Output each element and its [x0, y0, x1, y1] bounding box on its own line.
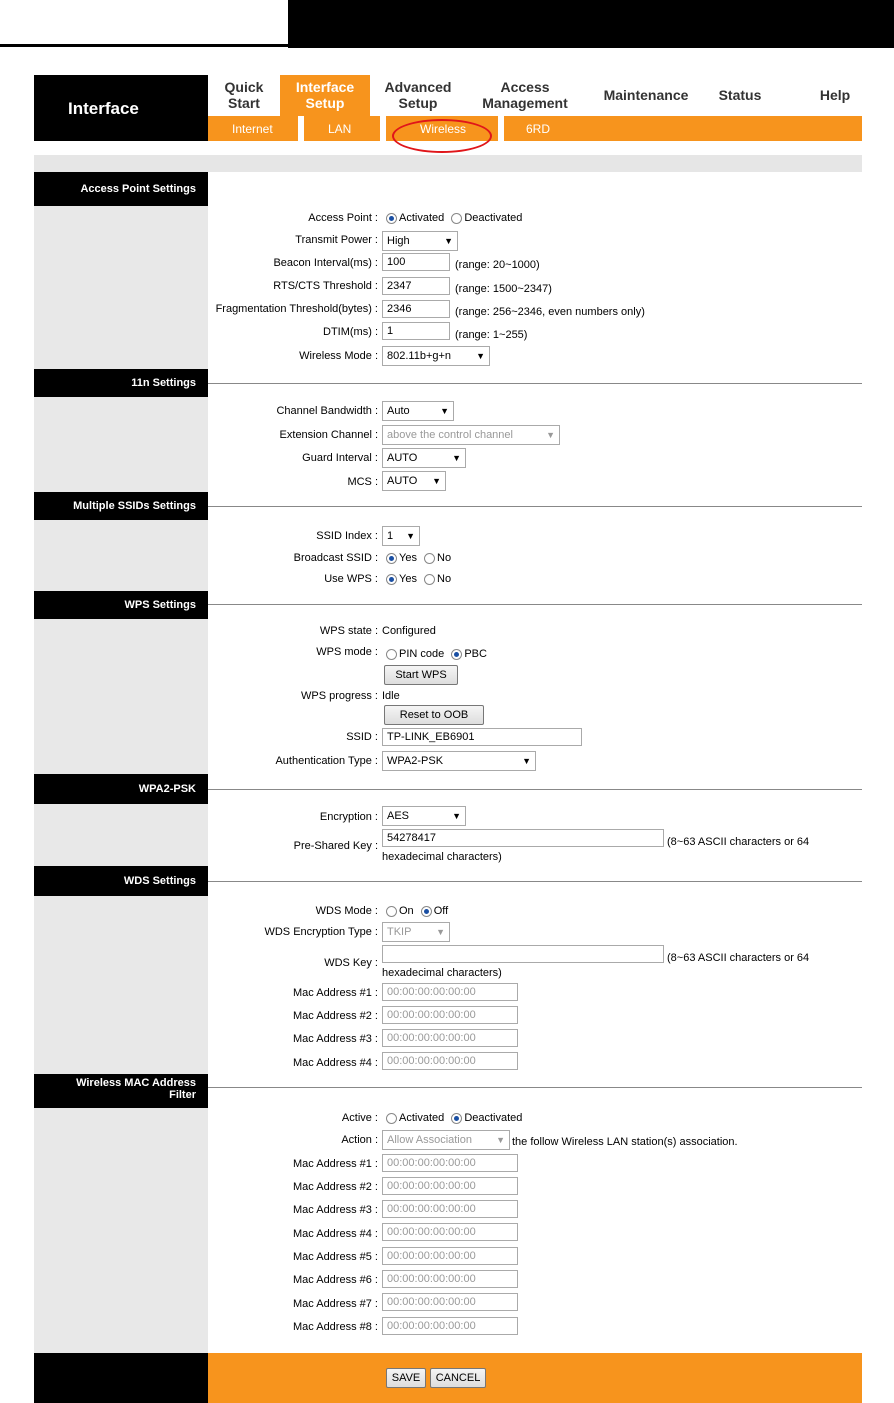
access-point-radios [382, 212, 522, 224]
save-button[interactable]: SAVE [386, 1368, 426, 1388]
chevron-down-icon: ▼ [546, 430, 555, 440]
sub-nav [208, 116, 862, 141]
section-mac-filter [34, 1074, 208, 1108]
mac-action-value: Allow Association [387, 1134, 472, 1146]
wireless-mode-value: 802.11b+g+n [387, 350, 452, 362]
bandwidth-select[interactable] [382, 401, 454, 421]
divider [208, 789, 862, 790]
wds-mac4-label: Mac Address #4 : [293, 1057, 378, 1069]
mac-action-suffix: the follow Wireless LAN station(s) association. [512, 1136, 738, 1148]
subnav-internet[interactable]: Internet [232, 122, 273, 136]
nav-quick-start[interactable] [212, 79, 276, 111]
footer-bar [208, 1353, 862, 1403]
radio-mac-deactivated[interactable] [451, 1113, 462, 1124]
nav-help[interactable] [808, 87, 862, 103]
nav-maintenance[interactable] [600, 87, 692, 103]
footer-left [34, 1353, 208, 1403]
divider [208, 604, 862, 605]
section-wpa2-title: WPA2-PSK [138, 783, 196, 795]
dtim-input[interactable] [382, 322, 450, 340]
wps-mode-label: WPS mode : [316, 646, 378, 658]
wds-mac1-input[interactable] [382, 983, 518, 1001]
mac6-label: Mac Address #6 : [293, 1274, 378, 1286]
nav-access-management[interactable] [476, 79, 574, 111]
guard-interval-select[interactable] [382, 448, 466, 468]
ssid-index-select[interactable] [382, 526, 420, 546]
radio-pbc[interactable] [451, 649, 462, 660]
wps-progress-value: Idle [382, 690, 400, 702]
mac8-label: Mac Address #8 : [293, 1321, 378, 1333]
nav-help-label: Help [819, 87, 851, 103]
wds-mode-radios [382, 905, 448, 917]
extension-label: Extension Channel : [279, 429, 378, 441]
chevron-down-icon: ▼ [476, 351, 485, 361]
subnav-6rd[interactable]: 6RD [526, 122, 551, 136]
wds-mac3-label: Mac Address #3 : [293, 1033, 378, 1045]
mac2-label: Mac Address #2 : [293, 1181, 378, 1193]
mac3-input[interactable] [382, 1200, 518, 1218]
radio-wds-on-label: On [399, 905, 414, 917]
radio-wps-no-label: No [437, 573, 452, 585]
chevron-down-icon: ▼ [522, 756, 531, 766]
chevron-down-icon: ▼ [496, 1135, 505, 1145]
reset-oob-button[interactable]: Reset to OOB [384, 705, 484, 725]
section-11n [34, 369, 208, 397]
mac6-input[interactable] [382, 1270, 518, 1288]
radio-pbc-label: PBC [464, 648, 487, 660]
divider [208, 1087, 862, 1088]
nav-maintenance-label: Maintenance [603, 87, 689, 103]
encryption-label: Encryption : [319, 811, 378, 823]
top-black-bar [288, 0, 894, 48]
nav-interface-setup-label: Interface Setup [295, 79, 355, 111]
broadcast-ssid-radios [382, 552, 451, 564]
mac-active-radios [382, 1112, 522, 1124]
radio-wps-yes-label: Yes [399, 573, 417, 585]
bandwidth-value: Auto [387, 405, 410, 417]
nav-interface-setup[interactable] [280, 75, 370, 116]
section-wps-title: WPS Settings [124, 599, 196, 611]
psk-label: Pre-Shared Key : [293, 840, 378, 852]
mcs-select[interactable] [382, 471, 446, 491]
wps-mode-radios [382, 648, 487, 660]
beacon-range: (range: 20~1000) [455, 259, 540, 271]
auth-type-label: Authentication Type : [275, 755, 378, 767]
ssid-index-label: SSID Index : [316, 530, 378, 542]
brand-title: Interface [68, 99, 139, 118]
frag-input[interactable] [382, 300, 450, 318]
radio-activated[interactable] [386, 213, 397, 224]
radio-wps-yes[interactable] [386, 574, 397, 585]
subnav-wireless[interactable]: Wireless [420, 122, 467, 136]
top-rule [0, 44, 288, 47]
start-wps-button[interactable]: Start WPS [384, 665, 458, 685]
psk-hint: (8~63 ASCII characters or 64 [667, 836, 810, 848]
wds-mac3-input[interactable] [382, 1029, 518, 1047]
radio-activated-label: Activated [399, 212, 445, 224]
divider [208, 881, 862, 882]
mac5-input[interactable] [382, 1247, 518, 1265]
subnav-separator [298, 116, 304, 141]
wds-mac2-label: Mac Address #2 : [293, 1010, 378, 1022]
gray-spacer [34, 155, 862, 172]
subnav-lan[interactable]: LAN [328, 122, 352, 136]
transmit-power-select[interactable] [382, 231, 458, 251]
mac3-label: Mac Address #3 : [293, 1204, 378, 1216]
cancel-button[interactable]: CANCEL [430, 1368, 486, 1388]
extension-value: above the control channel [387, 429, 513, 441]
wps-progress-label: WPS progress : [300, 690, 378, 702]
chevron-down-icon: ▼ [440, 406, 449, 416]
main-nav [208, 75, 862, 116]
section-ssids-title: Multiple SSIDs Settings [73, 500, 196, 512]
divider [208, 506, 862, 507]
dtim-label: DTIM(ms) : [323, 326, 378, 338]
section-mac-filter-title: Wireless MAC Address [76, 1077, 196, 1089]
radio-wds-off-label: Off [433, 905, 449, 917]
nav-access-management-label: Access Management [482, 79, 568, 111]
radio-wps-no[interactable] [424, 574, 435, 585]
mac7-input[interactable] [382, 1293, 518, 1311]
section-access-point [34, 172, 208, 206]
beacon-label: Beacon Interval(ms) : [273, 257, 378, 269]
nav-advanced-setup-label: Advanced Setup [384, 79, 452, 111]
radio-pin-code[interactable] [386, 649, 397, 660]
rts-label: RTS/CTS Threshold : [273, 280, 378, 292]
radio-mac-deactivated-label: Deactivated [464, 1112, 523, 1124]
wireless-mode-select[interactable] [382, 346, 490, 366]
guard-interval-label: Guard Interval : [302, 452, 378, 464]
wds-encryption-value: TKIP [387, 926, 412, 938]
mac-active-label: Active : [341, 1112, 378, 1124]
auth-type-value: WPA2-PSK [387, 755, 444, 767]
section-wds [34, 866, 208, 896]
section-wpa2 [34, 774, 208, 804]
wireless-mode-label: Wireless Mode : [299, 350, 378, 362]
rts-input[interactable] [382, 277, 450, 295]
encryption-select[interactable] [382, 806, 466, 826]
section-wps [34, 591, 208, 619]
mac1-label: Mac Address #1 : [293, 1158, 378, 1170]
section-wds-title: WDS Settings [123, 875, 196, 887]
radio-mac-activated-label: Activated [399, 1112, 445, 1124]
radio-broadcast-yes-label: Yes [399, 552, 417, 564]
wds-mac1-label: Mac Address #1 : [293, 987, 378, 999]
divider [208, 383, 862, 384]
subnav-separator [380, 116, 386, 141]
mac-action-select[interactable] [382, 1130, 510, 1150]
chevron-down-icon: ▼ [436, 927, 445, 937]
radio-wds-off[interactable] [421, 906, 432, 917]
wds-mac2-input[interactable] [382, 1006, 518, 1024]
radio-pin-code-label: PIN code [399, 648, 445, 660]
mac5-label: Mac Address #5 : [293, 1251, 378, 1263]
mac8-input[interactable] [382, 1317, 518, 1335]
psk-hint-2: hexadecimal characters) [382, 851, 502, 863]
section-access-point-title: Access Point Settings [80, 183, 196, 195]
access-point-label: Access Point : [308, 212, 378, 224]
nav-advanced-setup[interactable] [376, 79, 460, 111]
mac4-label: Mac Address #4 : [293, 1228, 378, 1240]
wds-key-hint-2: hexadecimal characters) [382, 967, 502, 979]
dtim-range: (range: 1~255) [455, 329, 528, 341]
use-wps-label: Use WPS : [324, 573, 378, 585]
highlight-circle [392, 119, 492, 153]
section-ssids [34, 492, 208, 520]
ssid-index-value: 1 [387, 530, 394, 542]
mac2-input[interactable] [382, 1177, 518, 1195]
auth-type-select[interactable] [382, 751, 536, 771]
frag-label: Fragmentation Threshold(bytes) : [215, 303, 378, 315]
radio-deactivated-label: Deactivated [464, 212, 523, 224]
wds-key-input[interactable] [382, 945, 664, 963]
radio-deactivated[interactable] [451, 213, 462, 224]
mac7-label: Mac Address #7 : [293, 1298, 378, 1310]
wds-key-label: WDS Key : [324, 957, 378, 969]
bandwidth-label: Channel Bandwidth : [276, 405, 378, 417]
wds-encryption-label: WDS Encryption Type : [264, 926, 378, 938]
radio-broadcast-yes[interactable] [386, 553, 397, 564]
mac4-input[interactable] [382, 1223, 518, 1241]
beacon-input[interactable] [382, 253, 450, 271]
chevron-down-icon: ▼ [452, 811, 461, 821]
transmit-power-value: High [387, 235, 410, 247]
rts-range: (range: 1500~2347) [455, 283, 552, 295]
chevron-down-icon: ▼ [444, 236, 453, 246]
chevron-down-icon: ▼ [432, 476, 441, 486]
guard-interval-value: AUTO [387, 452, 418, 464]
radio-broadcast-no[interactable] [424, 553, 435, 564]
nav-quick-start-label: Quick Start [224, 79, 264, 111]
extension-select[interactable] [382, 425, 560, 445]
section-11n-title: 11n Settings [131, 377, 196, 389]
mcs-value: AUTO [387, 475, 418, 487]
subnav-separator [498, 116, 504, 141]
psk-input[interactable] [382, 829, 664, 847]
use-wps-radios [382, 573, 451, 585]
mac-action-label: Action : [341, 1134, 378, 1146]
encryption-value: AES [387, 810, 410, 822]
wds-encryption-select[interactable] [382, 922, 450, 942]
radio-mac-activated[interactable] [386, 1113, 397, 1124]
radio-wds-on[interactable] [386, 906, 397, 917]
mcs-label: MCS : [347, 476, 378, 488]
left-column [34, 172, 208, 1353]
frag-range: (range: 256~2346, even numbers only) [455, 306, 645, 318]
wps-state-value: Configured [382, 625, 436, 637]
chevron-down-icon: ▼ [406, 531, 415, 541]
wps-ssid-input[interactable] [382, 728, 582, 746]
transmit-power-label: Transmit Power : [295, 234, 378, 246]
mac1-input[interactable] [382, 1154, 518, 1172]
wps-ssid-label: SSID : [346, 731, 378, 743]
nav-status-label: Status [718, 87, 762, 103]
radio-broadcast-no-label: No [437, 552, 452, 564]
wds-mode-label: WDS Mode : [315, 905, 378, 917]
nav-status[interactable] [708, 87, 772, 103]
broadcast-ssid-label: Broadcast SSID : [293, 552, 378, 564]
wds-mac4-input[interactable] [382, 1052, 518, 1070]
section-mac-filter-title-2: Filter [169, 1089, 196, 1101]
brand-cell [34, 75, 208, 141]
wps-state-label: WPS state : [319, 625, 378, 637]
chevron-down-icon: ▼ [452, 453, 461, 463]
wds-key-hint: (8~63 ASCII characters or 64 [667, 952, 810, 964]
